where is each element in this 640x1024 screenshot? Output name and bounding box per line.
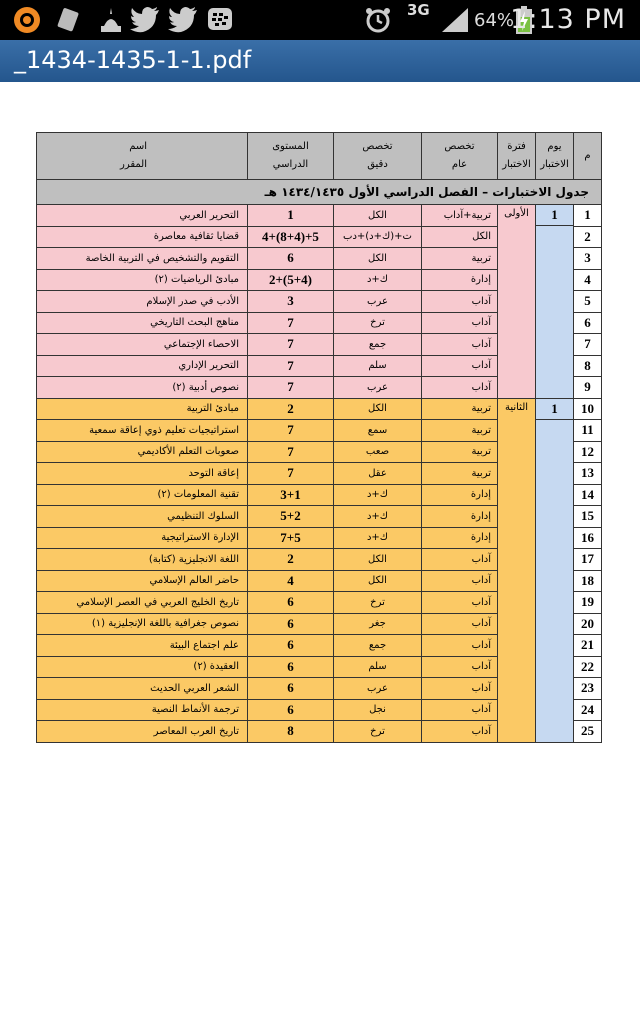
general-specialization: آداب	[422, 334, 498, 356]
file-title: _1434-1435-1-1.pdf	[14, 46, 252, 74]
exam-period-cell: الأولى	[498, 205, 536, 399]
clock: 1:13 PM	[510, 4, 626, 35]
study-level: 7	[248, 420, 334, 442]
course-name: الإدارة الاستراتيجية	[37, 527, 248, 549]
twitter-icon	[130, 6, 160, 34]
row-number: 18	[574, 570, 602, 592]
study-level: 2	[248, 398, 334, 420]
general-specialization: تربية	[422, 420, 498, 442]
row-number: 25	[574, 721, 602, 743]
row-number: 2	[574, 226, 602, 248]
specific-specialization: ت+(ك+د)+دب	[334, 226, 422, 248]
course-name: مناهج البحث التاريخي	[37, 312, 248, 334]
specific-specialization: جمع	[334, 635, 422, 657]
specific-specialization: ترخ	[334, 592, 422, 614]
header-m: م	[574, 133, 602, 180]
header-specific: تخصص دقيق	[334, 133, 422, 180]
course-name: نصوص جغرافية باللغة الإنجليزية (١)	[37, 613, 248, 635]
study-level: 4+(8+4)+5	[248, 226, 334, 248]
study-level: 6	[248, 656, 334, 678]
row-number: 20	[574, 613, 602, 635]
course-name: الشعر العربي الحديث	[37, 678, 248, 700]
specific-specialization: ك+د	[334, 484, 422, 506]
specific-specialization: ك+د	[334, 269, 422, 291]
specific-specialization: ك+د	[334, 506, 422, 528]
general-specialization: إدارة	[422, 527, 498, 549]
specific-specialization: ترخ	[334, 312, 422, 334]
course-name: حاضر العالم الإسلامي	[37, 570, 248, 592]
row-number: 22	[574, 656, 602, 678]
course-name: تاريخ العرب المعاصر	[37, 721, 248, 743]
specific-specialization: نجل	[334, 699, 422, 721]
row-number: 17	[574, 549, 602, 571]
course-name: التحرير الإداري	[37, 355, 248, 377]
specific-specialization: الكل	[334, 205, 422, 227]
study-level: 6	[248, 592, 334, 614]
row-number: 15	[574, 506, 602, 528]
course-name: نصوص أدبية (٢)	[37, 377, 248, 399]
row-number: 23	[574, 678, 602, 700]
pdf-app-icon	[56, 6, 82, 34]
study-level: 5+2	[248, 506, 334, 528]
course-name: السلوك التنظيمي	[37, 506, 248, 528]
table-row	[37, 205, 602, 227]
study-level: 6	[248, 613, 334, 635]
general-specialization: آداب	[422, 570, 498, 592]
general-specialization: آداب	[422, 613, 498, 635]
course-name: التحرير العربي	[37, 205, 248, 227]
specific-specialization: عرب	[334, 291, 422, 313]
general-specialization: آداب	[422, 592, 498, 614]
general-specialization: إدارة	[422, 269, 498, 291]
header-period: فترة الاختبار	[498, 133, 536, 180]
course-name: تقنية المعلومات (٢)	[37, 484, 248, 506]
row-number: 3	[574, 248, 602, 270]
row-number: 13	[574, 463, 602, 485]
row-number: 9	[574, 377, 602, 399]
course-name: صعوبات التعلم الأكاديمي	[37, 441, 248, 463]
header-day: يوم الاختبار	[536, 133, 574, 180]
row-number: 12	[574, 441, 602, 463]
general-specialization: آداب	[422, 656, 498, 678]
specific-specialization: عرب	[334, 377, 422, 399]
general-specialization: تربية	[422, 441, 498, 463]
specific-specialization: جمع	[334, 334, 422, 356]
specific-specialization: ترخ	[334, 721, 422, 743]
study-level: 3	[248, 291, 334, 313]
course-name: علم اجتماع البيئة	[37, 635, 248, 657]
study-level: 7	[248, 441, 334, 463]
exam-day-cell	[536, 205, 574, 399]
study-level: 7	[248, 355, 334, 377]
row-number: 11	[574, 420, 602, 442]
mosque-icon	[98, 6, 124, 34]
course-name: قضايا ثقافية معاصرة	[37, 226, 248, 248]
study-level: 7	[248, 377, 334, 399]
exam-period-cell: الثانية	[498, 398, 536, 742]
general-specialization: إدارة	[422, 484, 498, 506]
general-specialization: تربية	[422, 398, 498, 420]
battery-percent: 64%	[474, 10, 515, 31]
specific-specialization: ك+د	[334, 527, 422, 549]
course-name: استراتيجيات تعليم ذوي إعاقة سمعية	[37, 420, 248, 442]
course-name: ترجمة الأنماط النصية	[37, 699, 248, 721]
row-number: 14	[574, 484, 602, 506]
general-specialization: إدارة	[422, 506, 498, 528]
general-specialization: آداب	[422, 377, 498, 399]
general-specialization: الكل	[422, 226, 498, 248]
row-number: 7	[574, 334, 602, 356]
row-number: 24	[574, 699, 602, 721]
specific-specialization: الكل	[334, 398, 422, 420]
study-level: 1	[248, 205, 334, 227]
exam-day-value: 1	[536, 399, 573, 420]
signal-icon	[440, 6, 470, 34]
specific-specialization: عقل	[334, 463, 422, 485]
course-name: اللغة الانجليزية (كتابة)	[37, 549, 248, 571]
header-general: تخصص عام	[422, 133, 498, 180]
specific-specialization: سمع	[334, 420, 422, 442]
exam-day-cell	[536, 398, 574, 742]
course-name: الأدب في صدر الإسلام	[37, 291, 248, 313]
app-notification-icon	[12, 6, 42, 34]
study-level: 6	[248, 248, 334, 270]
study-level: 8	[248, 721, 334, 743]
course-name: مبادئ التربية	[37, 398, 248, 420]
row-number: 16	[574, 527, 602, 549]
specific-specialization: الكل	[334, 570, 422, 592]
row-number: 19	[574, 592, 602, 614]
twitter-icon-2	[168, 6, 198, 34]
alarm-icon	[364, 6, 392, 34]
course-name: تاريخ الخليج العربي في العصر الإسلامي	[37, 592, 248, 614]
pdf-page[interactable]	[0, 82, 640, 1024]
table-row	[37, 398, 602, 420]
specific-specialization: سلم	[334, 656, 422, 678]
study-level: 7	[248, 334, 334, 356]
general-specialization: تربية	[422, 463, 498, 485]
network-type: 3G	[407, 1, 430, 19]
specific-specialization: جغر	[334, 613, 422, 635]
general-specialization: آداب	[422, 678, 498, 700]
study-level: 3+1	[248, 484, 334, 506]
row-number: 21	[574, 635, 602, 657]
study-level: 6	[248, 678, 334, 700]
exam-day-value: 1	[536, 205, 573, 226]
course-name: التقويم والتشخيص في التربية الخاصة	[37, 248, 248, 270]
table-caption: جدول الاختبارات – الفصل الدراسي الأول ١٤٣٤/١٤٣٥ هـ	[37, 180, 602, 205]
specific-specialization: سلم	[334, 355, 422, 377]
study-level: 7+5	[248, 527, 334, 549]
study-level: 2	[248, 549, 334, 571]
general-specialization: تربية	[422, 248, 498, 270]
study-level: 7	[248, 312, 334, 334]
study-level: 6	[248, 635, 334, 657]
study-level: 4	[248, 570, 334, 592]
row-number: 10	[574, 398, 602, 420]
general-specialization: آداب	[422, 355, 498, 377]
row-number: 1	[574, 205, 602, 227]
study-level: 7	[248, 463, 334, 485]
bbm-icon	[206, 6, 234, 34]
exam-schedule-table	[36, 132, 602, 743]
general-specialization: آداب	[422, 291, 498, 313]
row-number: 6	[574, 312, 602, 334]
header-course: اسم المقرر	[37, 133, 248, 180]
course-name: إعاقة التوحد	[37, 463, 248, 485]
row-number: 8	[574, 355, 602, 377]
study-level: 6	[248, 699, 334, 721]
status-bar	[0, 0, 640, 40]
general-specialization: تربية+آداب	[422, 205, 498, 227]
specific-specialization: الكل	[334, 248, 422, 270]
general-specialization: آداب	[422, 699, 498, 721]
specific-specialization: الكل	[334, 549, 422, 571]
course-name: العقيدة (٢)	[37, 656, 248, 678]
course-name: مبادئ الرياضيات (٢)	[37, 269, 248, 291]
general-specialization: آداب	[422, 721, 498, 743]
row-number: 5	[574, 291, 602, 313]
study-level: 2+(5+4)	[248, 269, 334, 291]
title-bar	[0, 40, 640, 82]
course-name: الاحصاء الإجتماعي	[37, 334, 248, 356]
general-specialization: آداب	[422, 312, 498, 334]
general-specialization: آداب	[422, 549, 498, 571]
specific-specialization: صعب	[334, 441, 422, 463]
specific-specialization: عرب	[334, 678, 422, 700]
general-specialization: آداب	[422, 635, 498, 657]
header-level: المستوى الدراسي	[248, 133, 334, 180]
row-number: 4	[574, 269, 602, 291]
